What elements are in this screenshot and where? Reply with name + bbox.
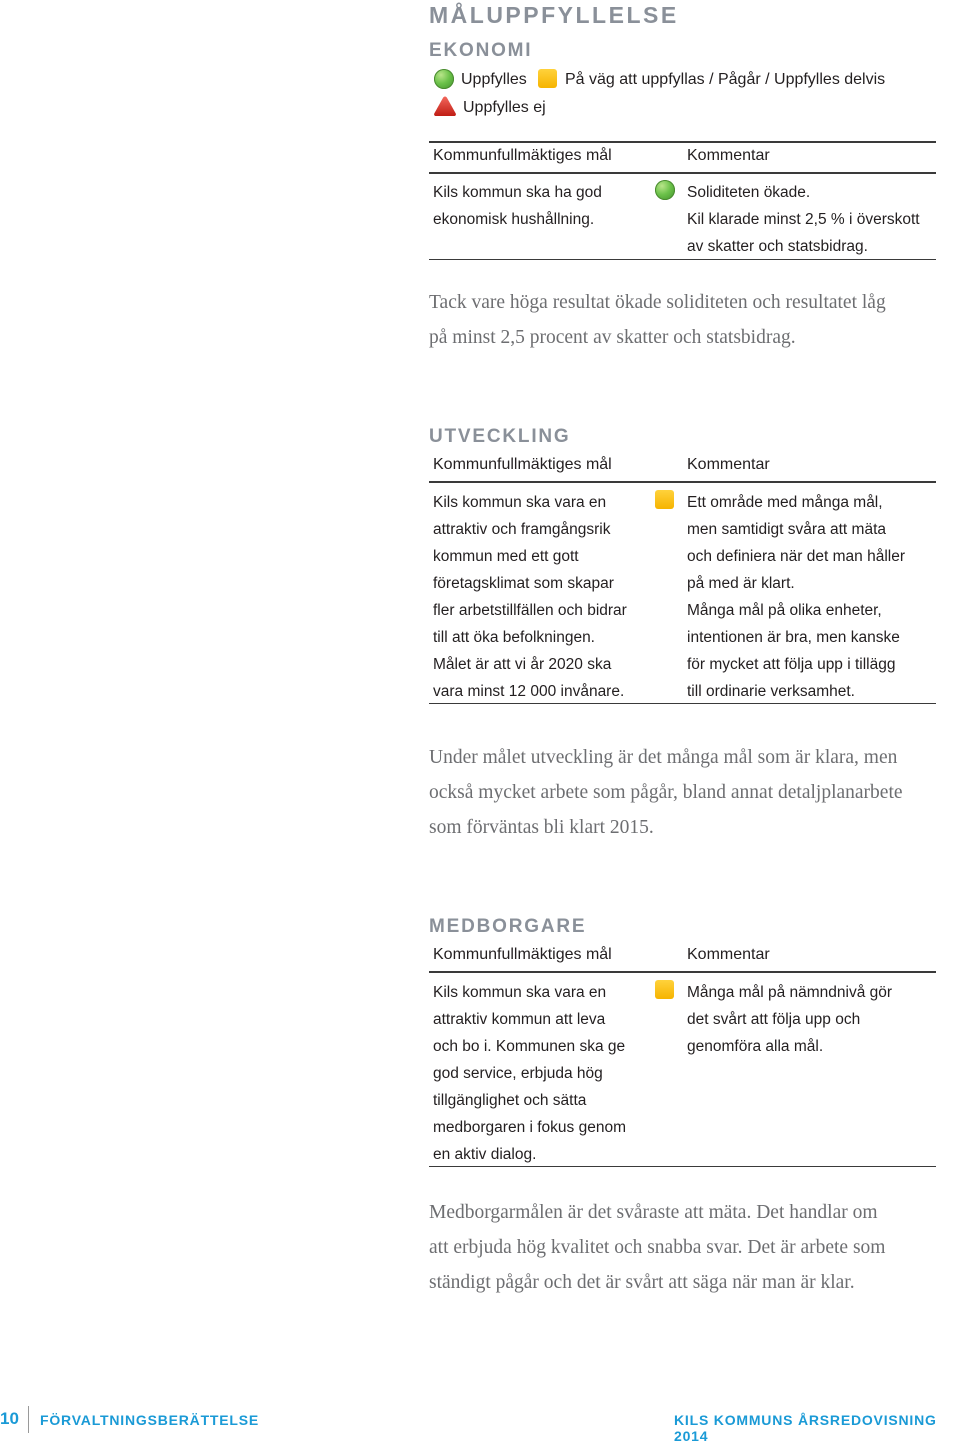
legend-in-progress-label: På väg att uppfyllas / Pågår / Uppfylles delvis <box>565 71 886 88</box>
goal-line: ekonomisk hushållning. <box>433 211 595 228</box>
comment-line: och definiera när det man håller <box>687 548 905 565</box>
comment-line: till ordinarie verksamhet. <box>687 683 855 700</box>
comment-line: Kil klarade minst 2,5 % i överskott <box>687 211 920 228</box>
summary-line: på minst 2,5 procent av skatter och statsbidrag. <box>429 327 796 348</box>
goal-line: företagsklimat som skapar <box>433 575 614 592</box>
goal-line: Kils kommun ska vara en <box>433 984 607 1001</box>
table-bottom-rule <box>429 1166 936 1167</box>
comment-line: för mycket att följa upp i tillägg <box>687 656 896 673</box>
comment-line: det svårt att följa upp och <box>687 1011 861 1028</box>
goal-line: vara minst 12 000 invånare. <box>433 683 625 700</box>
goal-line: medborgaren i fokus genom <box>433 1119 627 1136</box>
summary-line: att erbjuda hög kvalitet och snabba svar. Det är arbete som <box>429 1237 886 1258</box>
comment-line: Soliditeten ökade. <box>687 184 811 201</box>
red-triangle-icon <box>433 95 457 117</box>
summary-line: ständigt pågår och det är svårt att säga när man är klar. <box>429 1272 855 1293</box>
summary-medborgare <box>429 1195 949 1300</box>
column-header-goal: Kommunfullmäktiges mål <box>433 946 612 963</box>
section-heading-ekonomi: EKONOMI <box>429 40 533 61</box>
page-number: 10 <box>0 1409 19 1428</box>
goal-line: en aktiv dialog. <box>433 1146 537 1163</box>
comment-line: Ett område med många mål, <box>687 494 883 511</box>
comment-line: Många mål på nämndnivå gör <box>687 984 893 1001</box>
footer-publication-label: KILS KOMMUNS ÅRSREDOVISNING 2014 <box>674 1412 937 1444</box>
column-header-goal: Kommunfullmäktiges mål <box>433 456 612 473</box>
footer-divider <box>28 1406 29 1433</box>
status-yellow-icon <box>655 490 674 509</box>
comment-line: intentionen är bra, men kanske <box>687 629 900 646</box>
goal-line: Kils kommun ska vara en <box>433 494 607 511</box>
goal-cell-medborgare <box>433 979 658 1168</box>
summary-utveckling <box>429 740 949 845</box>
goal-line: Kils kommun ska ha god <box>433 184 602 201</box>
table-top-rule <box>429 141 936 143</box>
goal-line: attraktiv och framgångsrik <box>433 521 611 538</box>
table-bottom-rule <box>429 703 936 704</box>
goal-cell-utveckling <box>433 489 658 705</box>
column-header-comment: Kommentar <box>687 147 770 164</box>
legend-not-fulfilled-label: Uppfylles ej <box>463 99 546 116</box>
goal-line: attraktiv kommun att leva <box>433 1011 606 1028</box>
table-header-rule <box>429 172 936 174</box>
column-header-comment: Kommentar <box>687 456 770 473</box>
summary-line: Medborgarmålen är det svåraste att mäta. Det handlar om <box>429 1202 878 1223</box>
table-header-rule <box>429 971 936 973</box>
summary-line: också mycket arbete som pågår, bland annat detaljplanarbete <box>429 782 903 803</box>
status-green-icon <box>655 180 675 200</box>
page-title: MÅLUPPFYLLELSE <box>429 2 679 28</box>
goal-line: god service, erbjuda hög <box>433 1065 603 1082</box>
yellow-square-icon <box>538 69 557 88</box>
section-heading-utveckling: UTVECKLING <box>429 426 571 447</box>
goal-cell-ekonomi <box>433 179 653 233</box>
summary-line: Tack vare höga resultat ökade soliditeten och resultatet låg <box>429 292 886 313</box>
goal-line: fler arbetstillfällen och bidrar <box>433 602 627 619</box>
status-yellow-icon <box>655 980 674 999</box>
legend-fulfilled-label: Uppfylles <box>461 71 527 88</box>
goal-line: och bo i. Kommunen ska ge <box>433 1038 626 1055</box>
comment-cell-utveckling <box>687 489 947 705</box>
goal-line: Målet är att vi år 2020 ska <box>433 656 612 673</box>
goal-line: kommun med ett gott <box>433 548 579 565</box>
summary-ekonomi <box>429 285 949 355</box>
section-heading-medborgare: MEDBORGARE <box>429 916 587 937</box>
summary-line: som förväntas bli klart 2015. <box>429 817 654 838</box>
footer-section-label: FÖRVALTNINGSBERÄTTELSE <box>40 1412 260 1428</box>
comment-line: på med är klart. <box>687 575 795 592</box>
comment-cell-medborgare <box>687 979 947 1060</box>
comment-line: Många mål på olika enheter, <box>687 602 882 619</box>
table-header-rule <box>429 481 936 483</box>
column-header-goal: Kommunfullmäktiges mål <box>433 147 612 164</box>
green-circle-icon <box>434 69 454 89</box>
column-header-comment: Kommentar <box>687 946 770 963</box>
goal-line: tillgänglighet och sätta <box>433 1092 587 1109</box>
summary-line: Under målet utveckling är det många mål som är klara, men <box>429 747 898 768</box>
goal-line: till att öka befolkningen. <box>433 629 595 646</box>
comment-line: genomföra alla mål. <box>687 1038 824 1055</box>
comment-cell-ekonomi <box>687 179 937 260</box>
comment-line: av skatter och statsbidrag. <box>687 238 868 255</box>
table-bottom-rule <box>429 259 936 260</box>
comment-line: men samtidigt svåra att mäta <box>687 521 886 538</box>
